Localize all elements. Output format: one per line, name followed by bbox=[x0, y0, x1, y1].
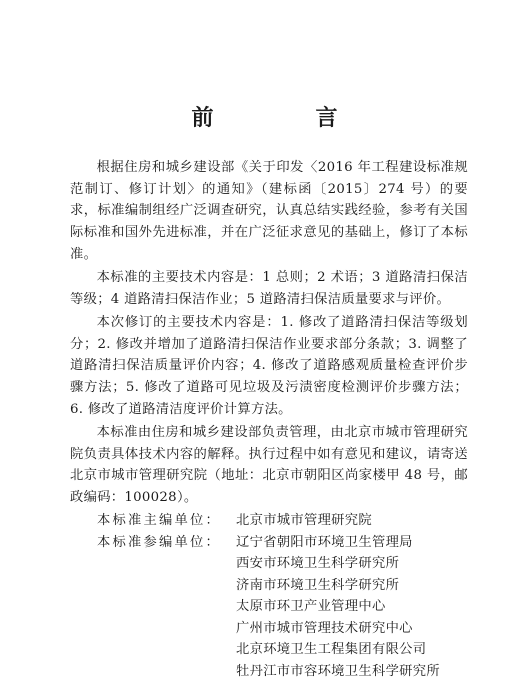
participating-unit-row bbox=[70, 532, 468, 554]
participating-unit-row bbox=[70, 596, 468, 618]
paragraph-main-content: 本标准的主要技术内容是：1 总则；2 术语；3 道路清扫保洁等级；4 道路清扫保洁作业；5 道路清扫保洁质量要求与评价。 bbox=[70, 270, 468, 307]
chief-unit-label: 本标准主编单位： bbox=[97, 513, 221, 529]
participating-unit-row bbox=[70, 661, 468, 683]
participating-unit-name: 广州市城市管理技术研究中心 bbox=[236, 620, 413, 636]
preface-body bbox=[70, 157, 468, 682]
chief-unit-row bbox=[70, 510, 468, 532]
participating-unit-name: 牡丹江市市容环境卫生科学研究所 bbox=[236, 663, 440, 679]
participating-unit-name: 北京环境卫生工程集团有限公司 bbox=[236, 642, 427, 658]
participating-unit-name: 辽宁省朝阳市环境卫生管理局 bbox=[236, 534, 413, 550]
participating-unit-label: 本标准参编单位： bbox=[97, 534, 221, 550]
participating-unit-name: 济南市环境卫生科学研究所 bbox=[236, 577, 400, 593]
participating-unit-row bbox=[70, 639, 468, 661]
chief-unit-name: 北京市城市管理研究院 bbox=[236, 513, 372, 529]
participating-unit-name: 太原市环卫产业管理中心 bbox=[236, 599, 386, 615]
participating-unit-name: 西安市环境卫生科学研究所 bbox=[236, 556, 400, 572]
page-title: 前 言 bbox=[191, 105, 378, 131]
paragraph-revision-content: 本次修订的主要技术内容是：1. 修改了道路清扫保洁等级划分；2. 修改并增加了道路清扫保洁作业要求部分条款；3. 调整了道路清扫保洁质量评价内容；4. 修改了道路感观质量检查评价步骤方法；5. 修改了道路可见垃圾及污渍密度检测评价步骤方法；6. 修改了道路清洁度评价计算方法。 bbox=[70, 314, 468, 417]
drafting-units bbox=[70, 510, 468, 682]
participating-unit-row bbox=[70, 618, 468, 640]
participating-unit-row bbox=[70, 575, 468, 597]
participating-unit-row bbox=[70, 553, 468, 575]
paragraph-management: 本标准由住房和城乡建设部负责管理，由北京市城市管理研究院负责具体技术内容的解释。执行过程中如有意见和建议，请寄送北京市城市管理研究院（地址：北京市朝阳区尚家楼甲 48 号，邮政编码：100028）。 bbox=[70, 424, 468, 506]
paragraph-revision-basis: 根据住房和城乡建设部《关于印发〈2016 年工程建设标准规范制订、修订计划〉的通知》（建标函〔2015〕274 号）的要求，标准编制组经广泛调查研究，认真总结实践经验，参考有关国际标准和国外先进标准，并在广泛征求意见的基础上，修订了本标准。 bbox=[70, 160, 468, 262]
